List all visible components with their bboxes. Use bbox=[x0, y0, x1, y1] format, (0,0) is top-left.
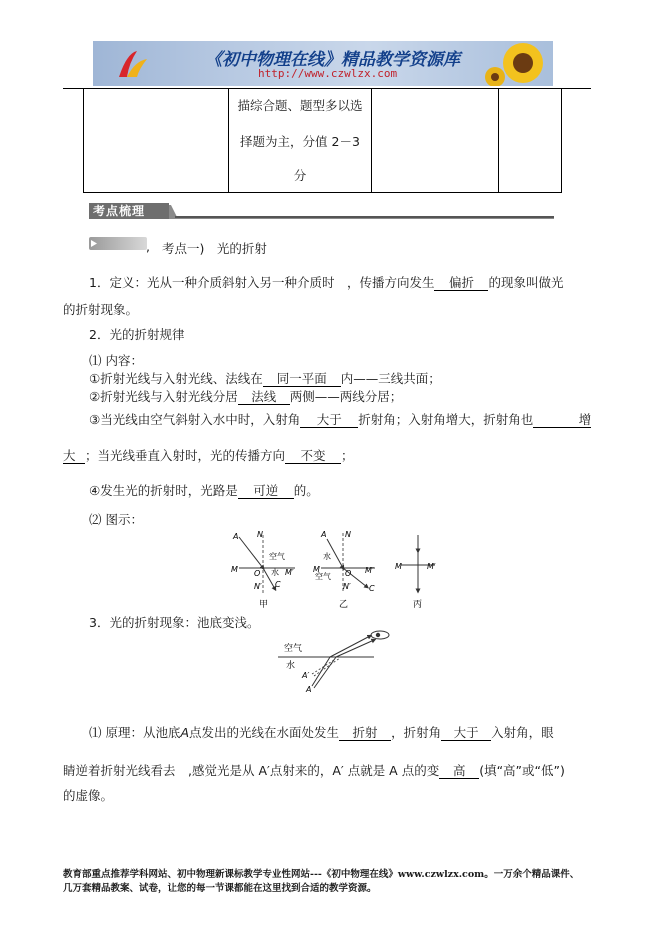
play-icon bbox=[89, 237, 99, 250]
svg-text:C: C bbox=[275, 580, 281, 589]
svg-text:A′: A′ bbox=[302, 671, 310, 680]
svg-text:乙: 乙 bbox=[339, 600, 349, 609]
diagram-jia bbox=[231, 530, 295, 609]
svg-text:N′: N′ bbox=[254, 582, 262, 591]
blank-answer: 高 bbox=[439, 763, 479, 779]
svg-text:O: O bbox=[345, 569, 352, 578]
rules-heading: 2．光的折射规律 bbox=[89, 327, 185, 342]
rules-content-label: ⑴ 内容： bbox=[89, 353, 143, 368]
rule-4: ④发生光的折射时，光路是 可逆 的。 bbox=[89, 483, 319, 498]
banner-url: http://www.czwlzx.com bbox=[258, 67, 398, 80]
svg-text:A: A bbox=[321, 530, 327, 539]
svg-text:丙: 丙 bbox=[413, 600, 423, 609]
svg-text:C: C bbox=[369, 584, 375, 593]
principle-line-cont: 睛逆着折射光线看去 ,感觉光是从 A′点射来的，A′ 点就是 A 点的变 高 (填“高”或“低”) bbox=[63, 763, 565, 778]
blank-answer: 大于 bbox=[300, 412, 358, 428]
svg-text:空气: 空气 bbox=[284, 644, 303, 654]
phenomenon-line: 3．光的折射现象：池底变浅。 bbox=[89, 615, 260, 630]
svg-text:N′: N′ bbox=[343, 582, 351, 591]
svg-text:水: 水 bbox=[271, 568, 279, 577]
diagram-label: ⑵ 图示： bbox=[89, 512, 143, 527]
svg-text:N: N bbox=[345, 530, 351, 539]
diagram-yi bbox=[313, 530, 375, 609]
svg-text:M′: M′ bbox=[365, 566, 374, 575]
banner-title: 《初中物理在线》精品教学资源库 bbox=[205, 50, 460, 70]
kaodian-tag bbox=[89, 237, 147, 250]
svg-text:空气: 空气 bbox=[269, 552, 285, 561]
blank-answer: 同一平面 bbox=[263, 371, 341, 387]
sunflower-icon bbox=[485, 41, 553, 86]
principle-line: ⑴ 原理：从池底A点发出的光线在水面处发生 折射 ，折射角 大于 入射角，眼 bbox=[89, 725, 554, 740]
eye-icon bbox=[371, 631, 389, 639]
section-header-label: 考点梳理 bbox=[89, 203, 169, 219]
header-banner bbox=[93, 41, 553, 86]
svg-text:甲: 甲 bbox=[259, 600, 269, 609]
blank-answer: 大于 bbox=[441, 725, 491, 741]
svg-text:M′: M′ bbox=[427, 562, 436, 571]
svg-text:水: 水 bbox=[323, 552, 331, 561]
definition-line-cont: 的折射现象。 bbox=[63, 302, 139, 317]
table-cell-line: 择题为主，分值 2－3 bbox=[240, 134, 360, 149]
rule-1: ①折射光线与入射光线、法线在 同一平面 内——三线共面； bbox=[89, 371, 441, 386]
svg-text:M: M bbox=[313, 565, 320, 574]
svg-text:M: M bbox=[231, 565, 238, 574]
rule-3: ③当光线由空气斜射入水中时，入射角 大于 折射角；入射角增大，折射角也 增 bbox=[89, 412, 592, 427]
blank-answer: 可逆 bbox=[238, 483, 294, 499]
kaodian-title: 考点一) 光的折射 bbox=[162, 241, 267, 256]
table-cell-line: 分 bbox=[293, 168, 307, 183]
blank-answer: 偏折 bbox=[434, 275, 488, 291]
diagram-bing bbox=[395, 535, 436, 609]
rule-3-cont: 大 ；当光线垂直入射时，光的传播方向 不变 ； bbox=[63, 448, 354, 463]
blank-answer: 折射 bbox=[339, 725, 391, 741]
svg-text:N: N bbox=[257, 530, 263, 539]
blank-answer: 大 bbox=[63, 448, 85, 464]
blank-answer: 法线 bbox=[238, 389, 290, 405]
pool-bottom-diagram bbox=[278, 628, 402, 696]
svg-text:O: O bbox=[254, 569, 261, 578]
kaodian-prefix: , bbox=[146, 239, 150, 254]
definition-line: 1．定义：光从一种介质斜射入另一种介质时 ，传播方向发生 偏折 的现象叫做光 bbox=[89, 275, 564, 290]
footer-line: 教育部重点推荐学科网站、初中物理新课标教学专业性网站---《初中物理在线》www.czwlzx.com。一万余个精品课件、 bbox=[63, 869, 580, 880]
svg-text:水: 水 bbox=[286, 661, 296, 671]
table-cell-line: 描综合题、题型多以选 bbox=[237, 98, 363, 113]
svg-text:M: M bbox=[395, 562, 402, 571]
refraction-diagrams bbox=[225, 527, 445, 609]
rule-2: ②折射光线与入射光线分居 法线 两侧——两线分居； bbox=[89, 389, 403, 404]
site-logo-icon bbox=[115, 47, 149, 81]
svg-text:A: A bbox=[233, 532, 239, 541]
svg-text:M′: M′ bbox=[285, 568, 294, 577]
table-divider bbox=[371, 89, 372, 193]
blank-answer: 不变 bbox=[285, 448, 341, 464]
table-divider bbox=[498, 89, 499, 193]
svg-text:A: A bbox=[306, 685, 312, 694]
svg-text:空气: 空气 bbox=[315, 572, 331, 581]
principle-line-end: 的虚像。 bbox=[63, 788, 114, 803]
footer-line: 几万套精品教案、试卷，让您的每一节课都能在这里找到合适的教学资源。 bbox=[63, 883, 377, 894]
blank-answer: 增 bbox=[533, 412, 591, 428]
